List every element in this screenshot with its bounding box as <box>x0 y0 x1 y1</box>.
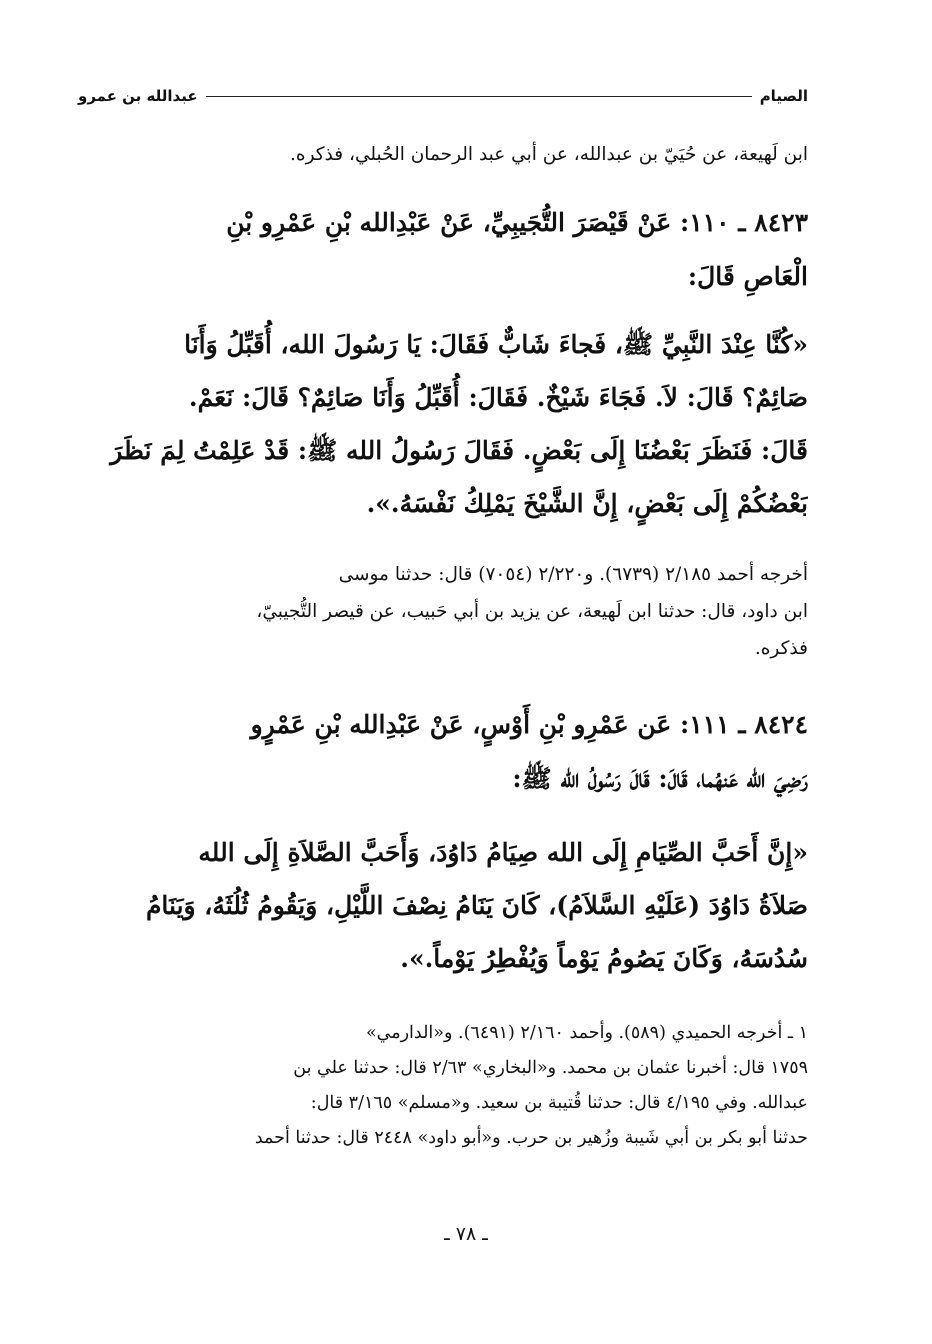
matn-line: «إِنَّ أَحَبَّ الصِّيَامِ إِلَى الله صِيَامُ دَاوُدَ، وَأَحَبَّ الصَّلاَةِ إِلَى الله <box>198 838 808 867</box>
footnote <box>96 1016 808 1156</box>
hadith-8424-heading <box>96 698 808 806</box>
hadith-8423-heading <box>96 196 808 304</box>
matn-line: بَعْضُكُمْ إِلَى بَعْضٍ، إِنَّ الشَّيْخَ يَمْلِكُ نَفْسَهُ.». <box>366 489 808 518</box>
matn-line: قَالَ: فَنَظَرَ بَعْضُنَا إِلَى بَعْضٍ. فَقَالَ رَسُولُ الله ﷺ: قَدْ عَلِمْتُ لِمَ نَظَرَ <box>110 436 808 465</box>
hadith-8423-takhrij <box>96 556 808 667</box>
page-number: ـ ٧٨ ـ <box>444 1223 488 1245</box>
takhrij-line: ابن داود، قال: حدثنا ابن لَهيعة، عن يزيد بن أبي حَبيب، عن قيصر التُّجيبيّ، <box>256 601 808 622</box>
matn-line: صَائِمٌ؟ قَالَ: لاَ. فَجَاءَ شَيْخٌ. فَقَالَ: أُقَبِّلُ وَأَنَا صَائِمٌ؟ قَالَ: نَعَمْ. <box>188 383 808 412</box>
heading-line: رَضِيَ الله عَنهُما، قَالَ: قَالَ رَسُولُ الله ﷺ: <box>512 764 808 793</box>
matn-line: سُدُسَهُ، وَكَانَ يَصُومُ يَوْماً وَيُفْطِرُ يَوْماً.». <box>400 944 808 973</box>
hadith-8423-matn <box>96 318 808 530</box>
heading-line: ٨٤٢٤ ـ ١١١: عَن عَمْرِو بْنِ أَوْسٍ، عَنْ عَبْدِالله بْنِ عَمْرٍو <box>250 710 808 739</box>
intro-text: ابن لَهيعة، عن حُيَيّ بن عبدالله، عن أبي عبد الرحمان الحُبلي، فذكره. <box>290 144 808 165</box>
header-left-title: عبدالله بن عمرو <box>78 87 198 105</box>
heading-line: ٨٤٢٣ ـ ١١٠: عَنْ قَيْصَرَ التُّجَيبِيِّ، عَنْ عَبْدِالله بْنِ عَمْرِو بْنِ <box>226 208 808 237</box>
footnote-line: ١ ـ أخرجه الحميدي (٥٨٩). وأحمد ٢/١٦٠ (٦٤٩١). و«الدارمي» <box>365 1023 808 1043</box>
header-rule <box>206 96 752 97</box>
takhrij-line: أخرجه أحمد ٢/١٨٥ (٦٧٣٩). و٢/٢٢٠ (٧٠٥٤) قال: حدثنا موسى <box>338 564 808 585</box>
heading-line: الْعَاصِ قَالَ: <box>687 262 808 291</box>
takhrij-line: فذكره. <box>754 638 808 659</box>
footnote-line: ١٧٥٩ قال: أخبرنا عثمان بن محمد. و«البخاري» ٢/٦٣ قال: حدثنا علي بن <box>293 1058 808 1078</box>
footnote-line: حدثنا أبو بكر بن أبي شَيبة وزُهير بن حرب. و«أبو داود» ٢٤٤٨ قال: حدثنا أحمد <box>254 1128 808 1148</box>
matn-line: صَلاَةُ دَاوُدَ (عَلَيْهِ السَّلاَمُ)، كَانَ يَنَامُ نِصْفَ اللَّيْلِ، وَيَقُومُ ثُلُثَهُ، وَيَنَامُ <box>145 891 808 920</box>
running-header <box>78 84 808 108</box>
matn-line: «كُنَّا عِنْدَ النَّبِيِّ ﷺ، فَجاءَ شَابٌّ فَقَالَ: يَا رَسُولَ الله، أُقَبِّلُ وَأَنَا <box>184 330 808 359</box>
header-right-title: الصيام <box>759 87 808 105</box>
hadith-8424-matn <box>96 826 808 985</box>
footnote-line: عبدالله. وفي ٤/١٩٥ قال: حدثنا قُتيبة بن سعيد. و«مسلم» ٣/١٦٥ قال: <box>310 1093 808 1113</box>
intro-line <box>96 136 808 173</box>
